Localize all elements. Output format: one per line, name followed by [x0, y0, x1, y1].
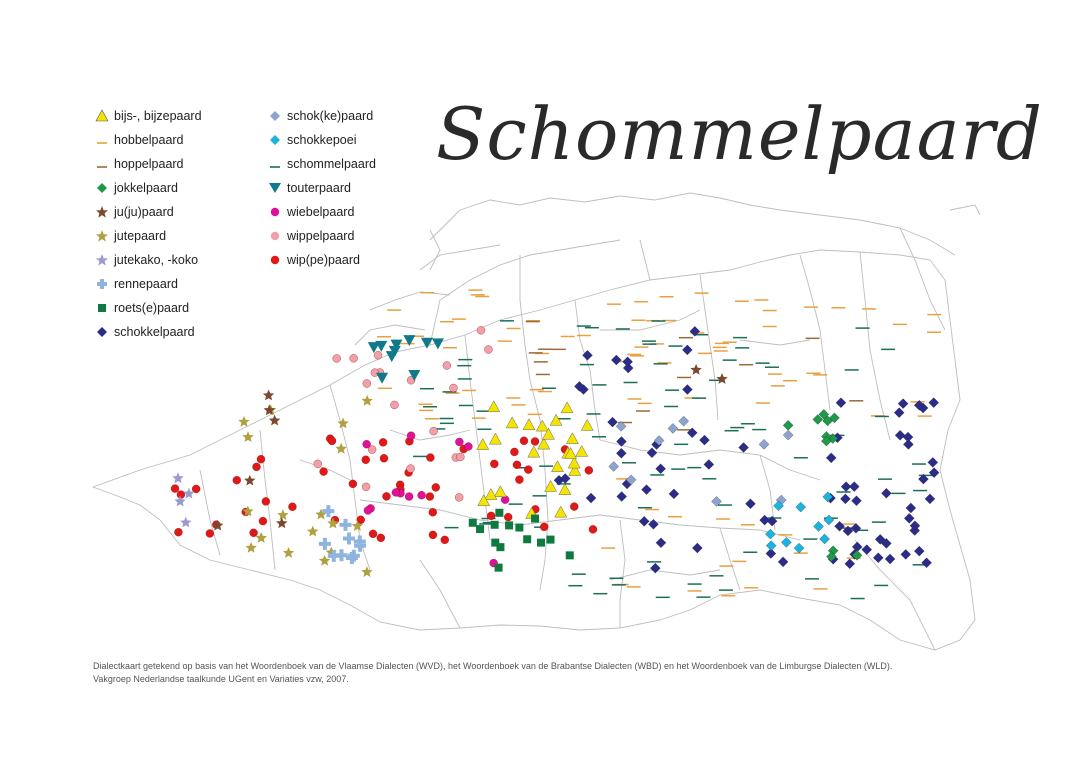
star-marker — [690, 364, 701, 375]
circle-marker — [510, 448, 518, 456]
diamond-marker — [692, 543, 702, 553]
legend-column-1 — [95, 104, 202, 344]
diamond-icon — [95, 181, 109, 195]
circle-marker — [456, 453, 464, 461]
cross-icon — [95, 277, 109, 291]
dash-icon — [268, 157, 282, 171]
legend-label: schommelpaard — [287, 157, 376, 171]
circle-marker — [349, 480, 357, 488]
star-marker — [238, 416, 249, 427]
diamond-marker — [616, 448, 626, 458]
diamond-marker — [845, 559, 855, 569]
circle-marker — [570, 503, 578, 511]
star-marker — [242, 431, 254, 442]
diamond-marker — [608, 417, 618, 427]
diamond-marker — [611, 355, 621, 365]
triangle-marker — [538, 438, 550, 449]
diamond-marker — [885, 554, 895, 564]
diamond-marker — [894, 408, 904, 418]
diamond-marker — [639, 516, 649, 526]
diamond-marker — [781, 537, 791, 547]
circle-marker — [585, 466, 593, 474]
star-marker — [277, 509, 288, 520]
square-marker — [523, 535, 531, 543]
triangle-marker — [536, 420, 548, 431]
star-marker — [245, 542, 256, 553]
diamond-marker — [623, 357, 633, 367]
circle-marker — [477, 326, 485, 334]
circle-marker — [390, 401, 398, 409]
legend-item — [268, 200, 376, 224]
circle-marker — [513, 461, 521, 469]
legend-item — [268, 248, 376, 272]
square-marker — [495, 564, 503, 572]
circle-marker — [171, 485, 179, 493]
diamond-marker — [826, 453, 836, 463]
credits-line: Dialectkaart getekend op basis van het Woordenboek van de Vlaamse Dialecten (WVD), het Woordenboek van de Brabantse Dialecten (WBD) en het Woordenboek van de Limburgse Dialecten (WLD). — [93, 661, 893, 671]
circle-marker — [589, 525, 597, 533]
triangle-marker — [555, 506, 567, 517]
triangle-down-marker — [421, 338, 433, 349]
legend-label: hobbelpaard — [114, 133, 184, 147]
legend-label: ju(ju)paard — [114, 205, 174, 219]
star-marker — [263, 390, 274, 401]
legend-item — [95, 176, 202, 200]
diamond-marker — [862, 545, 872, 555]
square-marker — [566, 551, 574, 559]
diamond-marker — [668, 423, 678, 433]
diamond-marker — [895, 430, 905, 440]
square-marker — [495, 509, 503, 517]
diamond-marker — [898, 399, 908, 409]
diamond-marker — [766, 541, 776, 551]
square-marker — [547, 536, 555, 544]
diamond-marker — [814, 521, 824, 531]
circle-marker — [363, 440, 371, 448]
triangle-marker — [528, 446, 540, 457]
circle-marker — [490, 460, 498, 468]
circle-marker — [253, 463, 261, 471]
circle-marker — [455, 493, 463, 501]
circle-marker — [374, 351, 382, 359]
diamond-marker — [616, 437, 626, 447]
legend-label: jutekako, -koko — [114, 253, 199, 267]
legend-label: hoppelpaard — [114, 157, 184, 171]
diamond-marker — [783, 420, 793, 430]
legend-label: jokkelpaard — [114, 181, 178, 195]
diamond-marker — [851, 496, 861, 506]
legend-item — [95, 152, 202, 176]
circle-marker — [407, 465, 415, 473]
diamond-marker — [647, 448, 657, 458]
legend-label: schok(ke)paard — [287, 109, 374, 123]
diamond-marker — [929, 398, 939, 408]
star-marker — [716, 373, 727, 384]
circle-marker — [380, 454, 388, 462]
circle-marker — [441, 536, 449, 544]
diamond-marker — [648, 519, 658, 529]
legend-item — [95, 320, 202, 344]
star-marker — [361, 566, 372, 577]
credits — [93, 660, 993, 686]
diamond-marker — [669, 489, 679, 499]
circle-marker — [524, 466, 532, 474]
diamond-icon — [268, 133, 282, 147]
diamond-marker — [765, 529, 775, 539]
diamond-marker — [796, 502, 806, 512]
cross-marker — [343, 533, 355, 545]
triangle-down-marker — [386, 351, 398, 362]
diamond-marker — [759, 439, 769, 449]
circle-marker — [540, 523, 548, 531]
legend-item — [268, 152, 376, 176]
circle-marker — [382, 492, 390, 500]
circle-marker — [333, 354, 341, 362]
circle-marker — [504, 513, 512, 521]
star-icon — [95, 205, 109, 219]
diamond-marker — [906, 503, 916, 513]
legend-label: roets(e)paard — [114, 301, 190, 315]
circle-marker — [432, 483, 440, 491]
triangle-marker — [551, 461, 563, 472]
diamond-icon — [95, 325, 109, 339]
legend-item — [95, 128, 202, 152]
legend-label: jutepaard — [114, 229, 167, 243]
map-title: Schommelpaard — [436, 92, 1043, 176]
circle-icon — [268, 205, 282, 219]
legend-column-2 — [268, 104, 376, 272]
circle-marker — [464, 443, 472, 451]
circle-marker — [320, 468, 328, 476]
diamond-marker — [699, 435, 709, 445]
square-marker — [537, 539, 545, 547]
diamond-marker — [745, 499, 755, 509]
legend-label: schokkepoei — [287, 133, 357, 147]
triangle-marker — [550, 414, 562, 425]
circle-marker — [288, 503, 296, 511]
diamond-marker — [901, 549, 911, 559]
circle-marker — [363, 379, 371, 387]
square-marker — [515, 524, 523, 532]
circle-marker — [362, 456, 370, 464]
circle-marker — [369, 530, 377, 538]
triangle-marker — [485, 489, 497, 500]
legend-item — [95, 104, 202, 128]
diamond-marker — [679, 416, 689, 426]
diamond-marker — [925, 494, 935, 504]
circle-marker — [455, 438, 463, 446]
dash-icon — [95, 157, 109, 171]
circle-marker — [314, 460, 322, 468]
circle-icon — [268, 253, 282, 267]
diamond-marker — [928, 457, 938, 467]
square-marker — [491, 521, 499, 529]
triangle-marker — [576, 445, 588, 456]
diamond-marker — [656, 538, 666, 548]
legend-item — [95, 248, 202, 272]
circle-marker — [377, 534, 385, 542]
triangle-marker — [566, 433, 578, 444]
cross-marker — [319, 538, 331, 550]
legend-label: schokkelpaard — [114, 325, 195, 339]
legend-label: bijs-, bijzepaard — [114, 109, 202, 123]
star-marker — [180, 517, 192, 528]
diamond-marker — [682, 384, 692, 394]
square-marker — [491, 539, 499, 547]
legend-label: rennepaard — [114, 277, 178, 291]
diamond-marker — [778, 557, 788, 567]
legend-item — [268, 128, 376, 152]
circle-icon — [268, 229, 282, 243]
diamond-marker — [836, 398, 846, 408]
circle-marker — [364, 506, 372, 514]
diamond-marker — [881, 488, 891, 498]
star-marker — [335, 443, 346, 454]
circle-marker — [429, 508, 437, 516]
legend-label: touterpaard — [287, 181, 351, 195]
triangle-marker — [561, 402, 573, 413]
diamond-marker — [922, 558, 932, 568]
circle-marker — [350, 354, 358, 362]
diamond-marker — [794, 543, 804, 553]
triangle-marker — [581, 419, 593, 430]
circle-marker — [379, 438, 387, 446]
circle-marker — [426, 493, 434, 501]
legend-label: wippelpaard — [287, 229, 355, 243]
triangle-down-icon — [268, 181, 282, 195]
square-marker — [505, 521, 513, 529]
circle-marker — [418, 491, 426, 499]
star-marker — [283, 547, 294, 558]
triangle-marker — [559, 484, 571, 495]
diamond-marker — [642, 485, 652, 495]
circle-marker — [484, 345, 492, 353]
circle-marker — [392, 488, 400, 496]
diamond-marker — [841, 482, 851, 492]
triangle-marker — [488, 401, 500, 412]
square-marker — [476, 525, 484, 533]
legend-item — [268, 176, 376, 200]
cross-marker — [322, 505, 334, 517]
star-marker — [337, 418, 348, 429]
diamond-marker — [873, 553, 883, 563]
circle-marker — [449, 384, 457, 392]
circle-marker — [328, 437, 336, 445]
triangle-marker — [523, 419, 535, 430]
star-icon — [95, 229, 109, 243]
diamond-marker — [903, 432, 913, 442]
circle-marker — [362, 483, 370, 491]
circle-marker — [407, 432, 415, 440]
star-marker — [244, 475, 255, 486]
circle-marker — [206, 529, 214, 537]
credits-line: Vakgroep Nederlandse taalkunde UGent en Variaties vzw, 2007. — [93, 674, 349, 684]
diamond-marker — [609, 462, 619, 472]
legend-item — [95, 296, 202, 320]
triangle-marker — [506, 417, 518, 428]
triangle-marker — [494, 486, 506, 497]
circle-marker — [250, 529, 258, 537]
circle-marker — [259, 517, 267, 525]
legend-item — [95, 200, 202, 224]
diamond-marker — [650, 563, 660, 573]
triangle-marker — [477, 439, 489, 450]
star-marker — [212, 520, 223, 531]
circle-marker — [515, 476, 523, 484]
diamond-marker — [840, 494, 850, 504]
legend-label: wiebelpaard — [287, 205, 355, 219]
diamond-marker — [824, 515, 834, 525]
legend-label: wip(pe)paard — [287, 253, 360, 267]
diamond-icon — [268, 109, 282, 123]
diamond-marker — [914, 546, 924, 556]
legend-item — [95, 272, 202, 296]
circle-marker — [174, 528, 182, 536]
triangle-up-icon — [95, 109, 109, 123]
circle-marker — [520, 437, 528, 445]
circle-marker — [405, 493, 413, 501]
legend-item — [268, 104, 376, 128]
circle-marker — [430, 427, 438, 435]
cross-marker — [339, 519, 351, 531]
circle-marker — [531, 437, 539, 445]
dash-icon — [95, 133, 109, 147]
star-icon — [95, 253, 109, 267]
triangle-down-marker — [376, 373, 388, 384]
circle-marker — [262, 497, 270, 505]
diamond-marker — [835, 521, 845, 531]
diamond-marker — [739, 442, 749, 452]
circle-marker — [443, 361, 451, 369]
square-marker — [469, 519, 477, 527]
square-marker — [531, 515, 539, 523]
circle-marker — [233, 476, 241, 484]
legend-item — [268, 224, 376, 248]
diamond-marker — [820, 534, 830, 544]
star-marker — [269, 415, 280, 426]
diamond-marker — [783, 430, 793, 440]
triangle-down-marker — [403, 335, 415, 346]
diamond-marker — [904, 513, 914, 523]
star-marker — [172, 472, 183, 483]
star-marker — [362, 395, 373, 406]
circle-marker — [426, 454, 434, 462]
triangle-marker — [489, 433, 501, 444]
circle-marker — [429, 531, 437, 539]
diamond-marker — [656, 464, 666, 474]
legend-item — [95, 224, 202, 248]
circle-marker — [257, 455, 265, 463]
circle-marker — [487, 512, 495, 520]
diamond-marker — [617, 491, 627, 501]
diamond-marker — [704, 459, 714, 469]
square-icon — [95, 301, 109, 315]
diamond-marker — [682, 345, 692, 355]
diamond-marker — [586, 493, 596, 503]
star-marker — [307, 526, 318, 537]
